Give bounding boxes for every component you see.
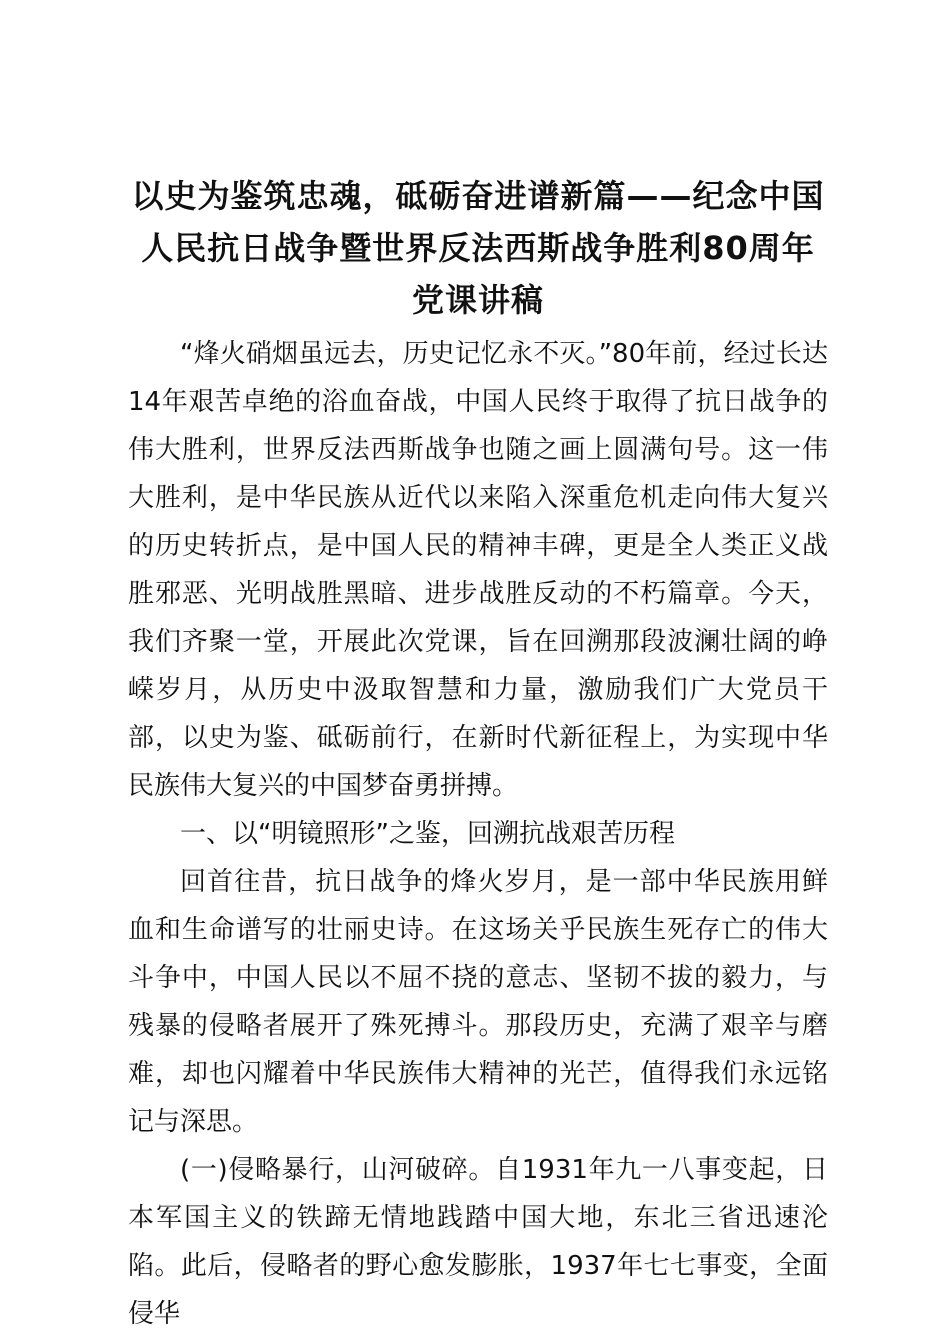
- intro-paragraph: “烽火硝烟虽远去，历史记忆永不灭。”80年前，经过长达14年艰苦卓绝的浴血奋战，中国人民终于取得了抗日战争的伟大胜利，世界反法西斯战争也随之画上圆满句号。这一伟大胜利，是中华民族从近代以来陷入深重危机走向伟大复兴的历史转折点，是中国人民的精神丰碑，更是全人类正义战胜邪恶、光明战胜黑暗、进步战胜反动的不朽篇章。今天，我们齐聚一堂，开展此次党课，旨在回溯那段波澜壮阔的峥嵘岁月，从历史中汲取智慧和力量，激励我们广大党员干部，以史为鉴、砥砺前行，在新时代新征程上，为实现中华民族伟大复兴的中国梦奋勇拼搏。: [128, 339, 828, 801]
- document-title: 以史为鉴筑忠魂，砥砺奋进谱新篇——纪念中国人民抗日战争暨世界反法西斯战争胜利80周年党课讲稿: [131, 177, 825, 319]
- document-page: [128, 170, 828, 1338]
- document-body: [128, 330, 828, 1338]
- subsection-1-paragraph: (一)侵略暴行，山河破碎。自1931年九一八事变起，日本军国主义的铁蹄无情地践踏中国大地，东北三省迅速沦陷。此后，侵略者的野心愈发膨胀，1937年七七事变，全面侵华: [128, 1155, 828, 1329]
- section-1-paragraph: 回首往昔，抗日战争的烽火岁月，是一部中华民族用鲜血和生命谱写的壮丽史诗。在这场关乎民族生死存亡的伟大斗争中，中国人民以不屈不挠的意志、坚韧不拔的毅力，与残暴的侵略者展开了殊死搏斗。那段历史，充满了艰辛与磨难，却也闪耀着中华民族伟大精神的光芒，值得我们永远铭记与深思。: [128, 867, 828, 1137]
- section-heading-1: 一、以“明镜照形”之鉴，回溯抗战艰苦历程: [180, 819, 675, 849]
